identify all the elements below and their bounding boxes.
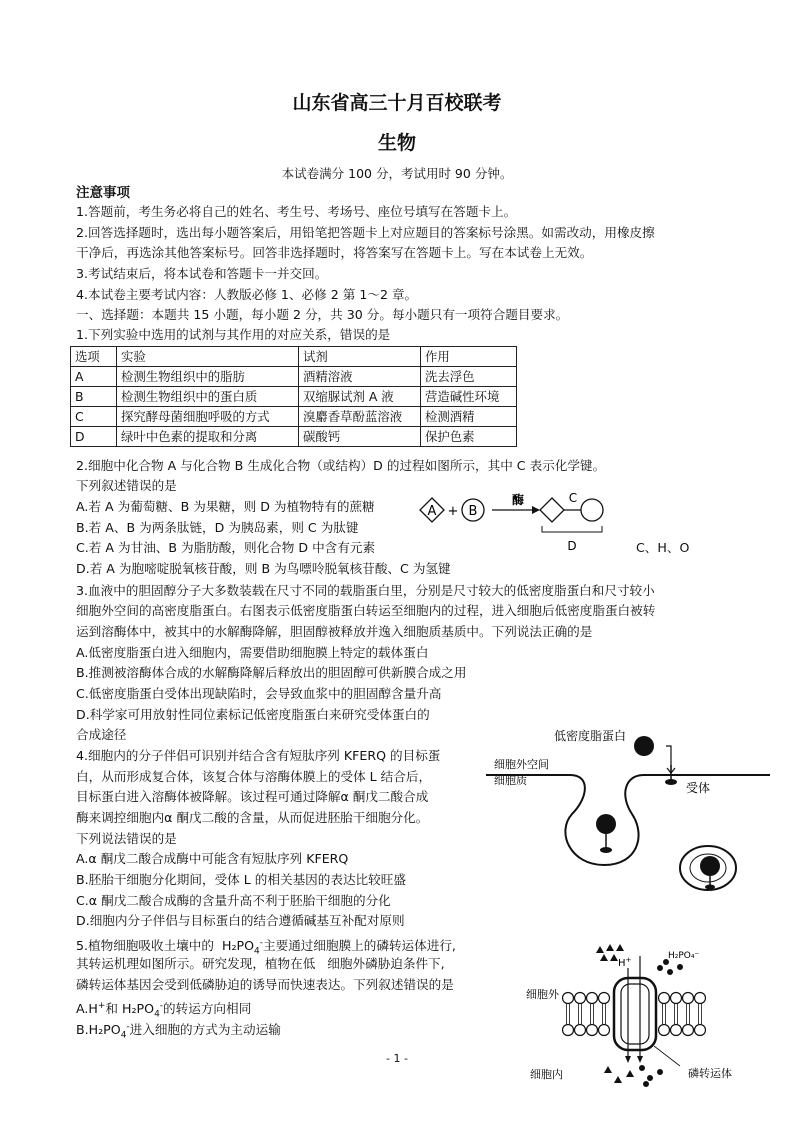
q5-text: 进入细胞的方式为主动运输 <box>129 1022 281 1038</box>
q2-option: D.若 A 为胞嘧啶脱氧核苷酸，则 B 为鸟嘌呤脱氧核苷酸、C 为氢键 <box>76 561 451 576</box>
q3-option: C.低密度脂蛋白受体出现缺陷时，会导致血浆中的胆固醇含量升高 <box>76 686 442 701</box>
chemical-formula: H₂PO <box>88 1022 121 1038</box>
table-cell: D <box>71 427 117 447</box>
extracellular-label: 细胞外空间 <box>494 758 549 771</box>
h2po4-label: H₂PO₄⁻ <box>668 951 700 961</box>
table-cell: C <box>71 407 117 427</box>
ldl-label: 低密度脂蛋白 <box>554 729 627 743</box>
table-cell: 保护色素 <box>421 427 517 447</box>
lipid-head-icon <box>587 993 598 1004</box>
lipid-head-icon <box>599 1025 610 1036</box>
q4-option: A.α 酮戊二酸合成酶中可能含有短肽序列 KFERQ <box>76 851 349 866</box>
table-row <box>71 427 517 447</box>
q3-stem: 3.血液中的胆固醇分子大多数装载在尺寸不同的载脂蛋白里，分别是尺寸较大的低密度脂蛋白和尺寸较小 <box>76 583 655 598</box>
h-plus-ion-icon <box>600 954 608 961</box>
table-row <box>71 407 517 427</box>
phosphate-ion-icon <box>663 959 669 965</box>
q5-text: 细胞外磷胁迫条件下, <box>327 956 445 971</box>
chemical-superscript: - <box>259 938 263 948</box>
ldl-particle-icon <box>634 736 654 756</box>
notice-item: 2.回答选择题时，选出每小题答案后，用铅笔把答题卡上对应题目的答案标号涂黑。如需改动，用橡皮擦 <box>76 225 655 240</box>
page-number: - 1 - <box>386 1052 408 1065</box>
cytoplasm-label: 细胞质 <box>494 774 527 787</box>
table-header: 作用 <box>421 347 517 367</box>
chemical-superscript: - <box>159 1001 164 1011</box>
table-cell: 检测生物组织中的脂肪 <box>117 367 299 387</box>
q4-option: B.胚胎干细胞分化期间，受体 L 的相关基因的表达比较旺盛 <box>76 872 406 887</box>
lipid-head-icon <box>575 1025 586 1036</box>
q1-stem: 1.下列实验中选用的试剂与其作用的对应关系，错误的是 <box>76 327 391 342</box>
phosphate-ion-icon <box>647 1075 653 1081</box>
lipid-head-icon <box>563 1025 574 1036</box>
receptor-label: 受体 <box>686 781 711 795</box>
table-cell: 洗去浮色 <box>421 367 517 387</box>
q4-stem: 4.细胞内的分子伴侣可识别并结合含有短肽序列 KFERQ 的目标蛋 <box>76 748 441 763</box>
intracellular-label: 细胞内 <box>530 1068 563 1081</box>
product-diamond-shape <box>540 498 564 522</box>
q2-stem: 2.细胞中化合物 A 与化合物 B 生成化合物（或结构）D 的过程如图所示，其中 C 表示化学键。 <box>76 458 606 473</box>
q5-text: 其转运机理如图所示。研究发现，植物在低 <box>76 956 316 971</box>
q2-stem: 下列叙述错误的是 <box>76 478 177 493</box>
receptor-icon <box>665 779 677 785</box>
notice-item: 4.本试卷主要考试内容：人教版必修 1、必修 2 第 1～2 章。 <box>76 287 418 302</box>
h-plus-ion-icon <box>606 944 614 951</box>
chemical-formula: H₂PO <box>122 1001 155 1017</box>
chemical-superscript: - <box>126 1022 130 1032</box>
notice-heading: 注意事项 <box>76 185 130 201</box>
table-header: 实验 <box>117 347 299 367</box>
chemical-subscript: 4 <box>120 1030 127 1041</box>
table-cell: B <box>71 387 117 407</box>
q5-text: 的转运方向相同 <box>163 1001 252 1017</box>
table-header: 选项 <box>71 347 117 367</box>
q2-option: A.若 A 为葡萄糖、B 为果糖，则 D 为植物特有的蔗糖 <box>76 499 375 514</box>
q4-stem: 白，从而形成复合体，该复合体与溶酶体膜上的受体 L 结合后， <box>76 769 432 784</box>
phosphate-ion-icon <box>657 965 663 971</box>
ions-inside <box>604 1065 663 1087</box>
chemical-superscript: + <box>97 1001 106 1011</box>
q4-stem: 目标蛋白进入溶酶体被降解。该过程可通过降解α 酮戊二酸合成 <box>76 789 429 804</box>
section-heading: 一、选择题：本题共 15 小题，每小题 2 分，共 30 分。每小题只有一项符合题目要求。 <box>76 307 569 322</box>
q5-text: 和 <box>105 1001 119 1017</box>
table-row <box>71 387 517 407</box>
q3-option: D.科学家可用放射性同位素标记低密度脂蛋白来研究受体蛋白的 <box>76 707 430 722</box>
enzyme-label: 酶 <box>511 493 525 507</box>
phosphate-ion-icon <box>643 1081 649 1087</box>
lipid-head-icon <box>575 993 586 1004</box>
q3-stem: 运到溶酶体中，被其中的水解酶降解，胆固醇被释放并逸入细胞质基质中。下列说法正确的是 <box>76 624 593 639</box>
lipid-head-icon <box>683 1025 694 1036</box>
table-cell: 溴麝香草酚蓝溶液 <box>299 407 421 427</box>
q4-stem: 酶来调控细胞内α 酮戊二酸的含量，从而促进胚胎干细胞分化。 <box>76 810 429 825</box>
table-cell: 双缩脲试剂 A 液 <box>299 387 421 407</box>
reaction-arrow-head-icon <box>532 506 540 514</box>
table-cell: 检测酒精 <box>421 407 517 427</box>
q4-option: D.细胞内分子伴侣与目标蛋白的结合遵循碱基互补配对原则 <box>76 913 405 928</box>
table-row <box>71 367 517 387</box>
phosphate-ions-outside <box>657 959 683 975</box>
table-header-row <box>71 347 517 367</box>
receptor-icon <box>705 885 715 890</box>
q5-text: B. <box>76 1022 89 1038</box>
chemical-subscript: 4 <box>154 1009 160 1020</box>
q5-text: A.H <box>76 1001 98 1017</box>
h-plus-ion-icon <box>614 1076 622 1083</box>
table-cell: 检测生物组织中的蛋白质 <box>117 387 299 407</box>
exam-info: 本试卷满分 100 分，考试用时 90 分钟。 <box>281 166 513 181</box>
ldl-in-vesicle-icon <box>700 856 720 876</box>
lipid-head-icon <box>659 993 670 1004</box>
h-plus-ion-icon <box>596 946 604 953</box>
compound-a-label: A <box>427 504 437 519</box>
q2-diagram <box>418 490 618 560</box>
product-d-label: D <box>567 539 577 553</box>
lipid-head-icon <box>695 993 706 1004</box>
q3-option: B.推测被溶酶体合成的水解酶降解后释放出的胆固醇可供新膜合成之用 <box>76 665 467 680</box>
q5-text: 主要通过细胞膜上的磷转运体进行, <box>263 938 456 954</box>
q2-option-tail: C、H、O <box>636 540 690 555</box>
q5-transporter-diagram <box>520 938 750 1088</box>
q4-option: C.α 酮戊二酸合成酶的含量升高不利于胚胎干细胞的分化 <box>76 893 391 908</box>
compound-b-label: B <box>468 504 478 519</box>
transporter-protein-shape <box>614 978 656 1050</box>
q3-endocytosis-diagram <box>486 720 766 900</box>
phosphate-ion-icon <box>639 1065 645 1071</box>
notice-item: 1.答题前，考生务必将自己的姓名、考生号、考场号、座位号填写在答题卡上。 <box>76 204 517 219</box>
notice-item: 3.考试结束后，将本试卷和答题卡一并交回。 <box>76 266 328 281</box>
bracket-d-shape <box>542 526 602 532</box>
lipid-head-icon <box>563 993 574 1004</box>
notice-item: 干净后，再选涂其他答案标号。回答非选择题时，将答案写在答题卡上。写在本试卷上无效。 <box>76 245 593 260</box>
phosphate-ion-icon <box>677 964 683 970</box>
transporter-label: 磷转运体 <box>688 1067 732 1080</box>
lipid-head-icon <box>599 993 610 1004</box>
chemical-subscript: 4 <box>254 946 260 957</box>
q3-option: A.低密度脂蛋白进入细胞内，需要借助细胞膜上特定的载体蛋白 <box>76 645 429 660</box>
table-cell: 探究酵母菌细胞呼吸的方式 <box>117 407 299 427</box>
table-cell: 碳酸钙 <box>299 427 421 447</box>
phosphate-ion-icon <box>667 969 673 975</box>
table-cell: A <box>71 367 117 387</box>
q5-option <box>76 1017 281 1046</box>
q5-stem-line: 磷转运体基因会受到低磷胁迫的诱导而快速表达。下列叙述错误的是 <box>76 977 454 992</box>
receptor-icon <box>600 847 612 853</box>
q3-option: 合成途径 <box>76 727 127 742</box>
ldl-in-vesicle-icon <box>596 814 616 834</box>
table-header: 试剂 <box>299 347 421 367</box>
table-cell: 酒精溶液 <box>299 367 421 387</box>
q2-option: C.若 A 为甘油、B 为脂肪酸，则化合物 D 中含有元素 <box>76 540 376 555</box>
lipid-head-icon <box>695 1025 706 1036</box>
table-cell: 营造碱性环境 <box>421 387 517 407</box>
h-plus-ion-icon <box>604 1066 612 1073</box>
paper-title: 山东省高三十月百校联考 <box>292 92 502 114</box>
lipid-head-icon <box>671 1025 682 1036</box>
q3-stem: 细胞外空间的高密度脂蛋白。右图表示低密度脂蛋白转运至细胞内的过程，进入细胞后低密度脂蛋白被转 <box>76 603 656 618</box>
extracellular-label: 细胞外 <box>526 988 559 1001</box>
chemical-formula: H₂PO <box>221 938 255 954</box>
h-plus-ion-icon <box>626 1070 634 1077</box>
product-circle-shape <box>581 499 603 521</box>
q2-option: B.若 A、B 为两条肽链，D 为胰岛素，则 C 为肽键 <box>76 520 359 535</box>
q1-table <box>70 346 517 447</box>
h-plus-ion-icon <box>610 954 618 961</box>
lipid-head-icon <box>587 1025 598 1036</box>
q5-stem-line <box>76 954 445 974</box>
bond-c-label: C <box>568 491 578 505</box>
h-plus-label: H+ <box>618 956 632 969</box>
phosphate-ion-icon <box>657 1069 663 1075</box>
subject-title: 生物 <box>377 132 416 154</box>
q5-text: 5.植物细胞吸收土壤中的 <box>76 938 214 954</box>
h-plus-ion-icon <box>616 944 624 951</box>
q4-stem: 下列说法错误的是 <box>76 831 177 846</box>
plus-sign: + <box>447 504 459 519</box>
lipid-head-icon <box>683 993 694 1004</box>
table-cell: 绿叶中色素的提取和分离 <box>117 427 299 447</box>
lipid-head-icon <box>671 993 682 1004</box>
lipid-head-icon <box>659 1025 670 1036</box>
